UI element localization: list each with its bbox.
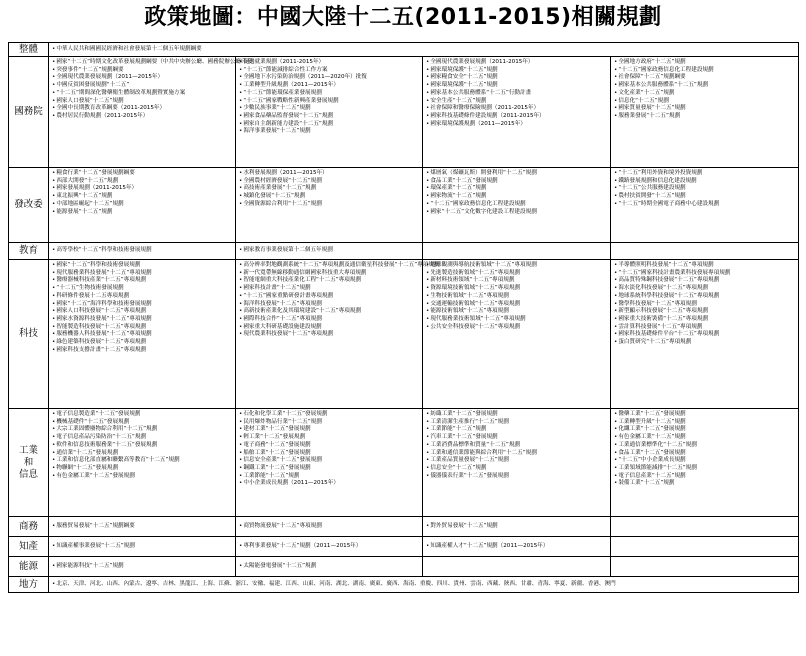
plan-item: • 信息化“十二五”規劃 bbox=[614, 98, 795, 106]
plan-list bbox=[52, 59, 258, 121]
plan-item: • “十二五”國家政務信息化工程建設規劃 bbox=[614, 67, 795, 75]
plan-item: • 服務貿易發展“十二五”規劃綱要 bbox=[52, 523, 232, 531]
plan-item: • 國家環境保護“十二五”規劃 bbox=[426, 67, 607, 75]
plan-item: • “十二五”時期全國電子商務中心建設規劃 bbox=[614, 201, 795, 209]
plan-item: • 高技術產業發展“十二五”規劃 bbox=[239, 185, 419, 193]
plan-item: • 安全生產“十二五”規劃 bbox=[426, 98, 607, 106]
plan-cell bbox=[236, 409, 423, 517]
plan-item: • 國家水資源科技發展“十二五”專項規劃 bbox=[52, 316, 232, 324]
plan-item: • 船舶工業“十二五”發展規劃 bbox=[239, 450, 419, 458]
plan-list bbox=[614, 170, 795, 209]
plan-item: • 大宗工業固體廢物綜合利用“十二五”規劃 bbox=[52, 426, 232, 434]
plan-item: • 工業節能“十二五”規劃 bbox=[426, 426, 607, 434]
page-title: 政策地圖：中國大陸十二五(2011-2015)相關規劃 bbox=[144, 5, 662, 30]
plan-item: • 工業轉型升級“十二五”規劃 bbox=[614, 419, 795, 427]
plan-item: • 新材料技術領域“十二五”專項規劃 bbox=[426, 277, 607, 285]
plan-item: • 國家人口發展“十二五”規劃 bbox=[52, 98, 232, 106]
plan-item: • 綠色建築科技發展“十二五”專項規劃 bbox=[52, 339, 232, 347]
plan-item: • 服務機器人科技發展“十二五”專項規劃 bbox=[52, 331, 232, 339]
plan-item: • 國家科技計畫“十二五”規劃 bbox=[239, 285, 419, 293]
category-cell bbox=[9, 168, 49, 243]
plan-item: • 國家科技支撐計畫“十二五”專項規劃 bbox=[52, 347, 232, 355]
plan-cell bbox=[423, 168, 611, 243]
plan-item: • 建材工業“十二五”發展規劃 bbox=[239, 426, 419, 434]
plan-item: • 新一代寬帶無線移動通信網國家科技重大專項規劃 bbox=[239, 270, 419, 278]
plan-item: • “十二五”節能減排綜合性工作方案 bbox=[239, 67, 419, 75]
plan-item: • “十二五”生物技術發展規劃 bbox=[52, 285, 232, 293]
plan-cell bbox=[611, 243, 799, 260]
plan-item: • 專利事業發展“十二五”規劃（2011—2015年） bbox=[239, 543, 419, 551]
plan-cell bbox=[423, 537, 611, 557]
plan-item: • “十二五”國家戰略性新興產業發展規劃 bbox=[239, 98, 419, 106]
plan-item: • 糧食行業“十二五”發展規劃綱要 bbox=[52, 170, 232, 178]
plan-item: • 全國資源綜合利用“十二五”規劃 bbox=[239, 201, 419, 209]
plan-item: • 通信業“十二五”發展規劃 bbox=[52, 450, 232, 458]
plan-item: • 環保產業“十二五”規劃 bbox=[426, 185, 607, 193]
plan-item: • 輕工業“十二五”發展規劃 bbox=[239, 434, 419, 442]
category-cell bbox=[9, 243, 49, 260]
plan-list bbox=[52, 262, 232, 354]
category-cell bbox=[9, 557, 49, 577]
plan-item: • 對外貿易發展“十二五”規劃 bbox=[426, 523, 607, 531]
plan-item: • 工業節能“十二五”規劃 bbox=[239, 473, 419, 481]
plan-item: • 全國中長期教育改革綱要（2011-2015年） bbox=[52, 105, 232, 113]
plan-item: • 民用爆炸物品行業“十二五”規劃 bbox=[239, 419, 419, 427]
table-row bbox=[9, 43, 799, 57]
plan-item: • 高新技術產業化及其環境建設“十二五”專項規劃 bbox=[239, 308, 419, 316]
plan-item: • “十二五”國家重點研發計畫專項規劃 bbox=[239, 293, 419, 301]
plan-item: • 紡織工業“十二五”發展規劃 bbox=[426, 411, 607, 419]
plan-item: • 國家“十二五”時期文化改革發展規劃綱要（中共中央辦公廳、國務院辦公廳印發） bbox=[52, 59, 232, 67]
plan-item: • 智能製造科技發展“十二五”專項規劃 bbox=[52, 324, 232, 332]
plan-item: • 機械基礎件“十二五”發展規劃 bbox=[52, 419, 232, 427]
policy-table bbox=[8, 42, 799, 593]
plan-item: • 服務業發展“十二五”規劃 bbox=[614, 113, 795, 121]
plan-item: • 高品質特殊鋼科技發展“十二五”專項規劃 bbox=[614, 277, 795, 285]
category-cell bbox=[9, 43, 49, 57]
plan-item: • 中國反貧困發展規劃“十二五” bbox=[52, 82, 232, 90]
plan-item: • 地球觀測與導航技術領域“十二五”專項規劃 bbox=[426, 262, 607, 270]
plan-item: • “十二五”節能環保產業發展規劃 bbox=[239, 90, 419, 98]
plan-cell bbox=[423, 557, 611, 577]
category-label: 信息 bbox=[18, 468, 38, 480]
plan-item: • 國家科技基礎條件平台“十二五”專項規劃 bbox=[614, 331, 795, 339]
category-cell bbox=[9, 517, 49, 537]
plan-cell bbox=[49, 537, 236, 557]
plan-item: • 全國農村經濟發展“十二五”規劃 bbox=[239, 178, 419, 186]
category-label: 科技 bbox=[18, 328, 38, 339]
plan-list bbox=[52, 581, 795, 589]
plan-item: • 中華人民共和國國民經濟和社會發展第十二個五年規劃綱要 bbox=[52, 46, 795, 54]
plan-item: • 信息安全產業“十二五”發展規劃 bbox=[239, 457, 419, 465]
plan-item: • 鐵路發展規劃和信息化建設規劃 bbox=[614, 178, 795, 186]
plan-item: • 工業和通信業節能與綜合利用“十二五”規劃 bbox=[426, 450, 607, 458]
plan-list bbox=[239, 170, 419, 209]
plan-item: • 現代農業科技發展“十二五”專項規劃 bbox=[239, 331, 419, 339]
plan-item: • 國家教育事業發展第十二個五年規劃 bbox=[239, 247, 419, 255]
plan-list bbox=[614, 59, 795, 121]
category-label: 地方 bbox=[18, 578, 38, 590]
category-label: 國務院 bbox=[14, 106, 43, 117]
plan-item: • 國家環境保護規劃（2011—2015年） bbox=[426, 121, 607, 129]
plan-item: • 工業和信息化部直屬和聯繫高等教育“十二五”規劃 bbox=[52, 457, 232, 465]
plan-cell bbox=[236, 243, 423, 260]
plan-item: • 中小企業成長規劃（2011—2015年） bbox=[239, 480, 419, 488]
plan-item: • 物聯網“十二五”發展規劃 bbox=[52, 465, 232, 473]
plan-cell bbox=[49, 557, 236, 577]
plan-cell bbox=[423, 260, 611, 409]
table-row bbox=[9, 57, 799, 168]
plan-item: • 國家發展規劃（2011-2015年） bbox=[52, 185, 232, 193]
plan-item: • 儀器儀表行業“十二五”發展規劃 bbox=[426, 473, 607, 481]
table-row bbox=[9, 243, 799, 260]
category-label: 教育 bbox=[18, 245, 38, 256]
plan-item: • 海洋事業發展“十二五”規劃 bbox=[239, 128, 419, 136]
plan-item: • 海水淡化科技發展“十二五”專項規劃 bbox=[614, 285, 795, 293]
plan-list bbox=[52, 523, 232, 531]
category-label: 發改委 bbox=[14, 199, 43, 210]
plan-list bbox=[239, 523, 419, 531]
plan-item: • 工業轉型升級規劃（2011—2015年） bbox=[239, 82, 419, 90]
table-row bbox=[9, 577, 799, 593]
plan-cell bbox=[49, 43, 799, 57]
plan-item: • 新型顯示科技發展“十二五”專項規劃 bbox=[614, 308, 795, 316]
plan-cell bbox=[49, 168, 236, 243]
plan-cell bbox=[423, 243, 611, 260]
plan-item: • “十二五”國家政務信息化工程建設規劃 bbox=[426, 201, 607, 209]
plan-item: • 國家科技基礎條件建設規劃（2011-2015年） bbox=[426, 113, 607, 121]
plan-cell bbox=[236, 537, 423, 557]
plan-item: • 智能電網重大科技產業化工程“十二五”專項規劃 bbox=[239, 277, 419, 285]
plan-cell bbox=[611, 168, 799, 243]
plan-item: • 電子信息製造業“十二五”發展規劃 bbox=[52, 411, 232, 419]
plan-item: • 醫藥工業“十二五”發展規劃 bbox=[614, 411, 795, 419]
table-row bbox=[9, 557, 799, 577]
plan-item: • 促進就業規劃（2011-2015年） bbox=[239, 59, 419, 67]
table-row bbox=[9, 168, 799, 243]
plan-item: • 工業消費品標準和質量“十二五”規劃 bbox=[426, 442, 607, 450]
plan-list bbox=[426, 543, 607, 551]
plan-list bbox=[614, 262, 795, 347]
plan-list bbox=[426, 170, 607, 216]
plan-cell bbox=[49, 517, 236, 537]
plan-item: • 交通運輸技術領域“十二五”專項規劃 bbox=[426, 301, 607, 309]
plan-item: • 電子商務“十二五”發展規劃 bbox=[239, 442, 419, 450]
plan-item: • 先進製造技術領域“十二五”專項規劃 bbox=[426, 270, 607, 278]
plan-item: • 國家質量發展“十二五”規劃 bbox=[614, 105, 795, 113]
plan-item: • 工業通信業標準化“十二五”規劃 bbox=[614, 442, 795, 450]
plan-cell bbox=[49, 260, 236, 409]
plan-item: • 文化產業“十二五”規劃 bbox=[614, 90, 795, 98]
plan-item: • 裝備工業“十二五”規劃 bbox=[614, 480, 795, 488]
plan-item: • 國家基本公共服務體系“十二五”規劃 bbox=[614, 82, 795, 90]
plan-list bbox=[52, 170, 232, 216]
category-label: 工業 bbox=[18, 444, 38, 456]
table-row bbox=[9, 517, 799, 537]
table-row bbox=[9, 260, 799, 409]
category-label: 整體 bbox=[18, 43, 38, 55]
plan-item: • 能源技術領域“十二五”專項規劃 bbox=[426, 308, 607, 316]
plan-item: • 能源發展“十二五”規劃 bbox=[52, 209, 232, 217]
plan-item: • 信息安全“十二五”規劃 bbox=[426, 465, 607, 473]
plan-cell bbox=[423, 517, 611, 537]
plan-item: • 太陽能發電發展“十二五”規劃 bbox=[239, 563, 419, 571]
plan-item: • 醫學科技發展“十二五”專項規劃 bbox=[614, 301, 795, 309]
plan-item: • 全國現代農業發展規劃（2011-2015年） bbox=[426, 59, 607, 67]
plan-cell bbox=[236, 57, 423, 168]
plan-list bbox=[426, 411, 607, 480]
plan-cell bbox=[236, 517, 423, 537]
plan-list bbox=[614, 411, 795, 488]
plan-item: • 電子信息產品污染防治“十二五”規劃 bbox=[52, 434, 232, 442]
plan-item: • 現代服務業技術領域“十二五”專項規劃 bbox=[426, 316, 607, 324]
plan-item: • 國家能源科技“十二五”規劃 bbox=[52, 563, 232, 571]
plan-cell bbox=[49, 577, 799, 593]
plan-item: • 商貿物流發展“十二五”專項規劃 bbox=[239, 523, 419, 531]
plan-item: • 社會保障“十二五”規劃綱要 bbox=[614, 74, 795, 82]
plan-item: • 食品工業“十二五”發展規劃 bbox=[614, 450, 795, 458]
plan-item: • 石化和化學工業“十二五”發展規劃 bbox=[239, 411, 419, 419]
category-label: 能源 bbox=[18, 560, 38, 572]
plan-cell bbox=[611, 517, 799, 537]
plan-item: • 國家人口科技發展“十二五”專項規劃 bbox=[52, 308, 232, 316]
plan-cell bbox=[611, 537, 799, 557]
plan-item: • 全國現代農業發展規劃（2011—2015年） bbox=[52, 74, 232, 82]
plan-item: • 汽車工業“十二五”發展規劃 bbox=[426, 434, 607, 442]
plan-list bbox=[52, 247, 232, 255]
plan-item: • 食品工業“十二五”發展規劃 bbox=[426, 178, 607, 186]
plan-item: • 資源環境技術領域“十二五”專項規劃 bbox=[426, 285, 607, 293]
plan-item: • 國家重大科研基礎設施建設規劃 bbox=[239, 324, 419, 332]
plan-item: • 工業產品質量發展“十二五”規劃 bbox=[426, 457, 607, 465]
plan-item: • 國家食品藥品監督發展“十二五”規劃 bbox=[239, 113, 419, 121]
plan-item: • 城鎮化發展“十二五”規劃 bbox=[239, 193, 419, 201]
plan-list bbox=[52, 543, 232, 551]
plan-list bbox=[239, 543, 419, 551]
plan-item: • 煤層氣（煤礦瓦斯）開發利用“十二五”規劃 bbox=[426, 170, 607, 178]
plan-item: • 知識產權事業發展“十二五”規劃 bbox=[52, 543, 232, 551]
category-label: 商務 bbox=[18, 520, 38, 532]
plan-cell bbox=[611, 409, 799, 517]
plan-cell bbox=[49, 243, 236, 260]
plan-list bbox=[52, 46, 795, 54]
plan-item: • 國家基本公共服務體系“十二五”行動計畫 bbox=[426, 90, 607, 98]
plan-item: • 海洋科技發展“十二五”專項規劃 bbox=[239, 301, 419, 309]
category-cell bbox=[9, 260, 49, 409]
plan-item: • 醫療器械科技產業“十二五”專項規劃 bbox=[52, 277, 232, 285]
policy-table-body bbox=[9, 43, 799, 593]
plan-cell bbox=[611, 57, 799, 168]
plan-item: • 國家自主創新能力建設“十二五”規劃 bbox=[239, 121, 419, 129]
category-cell bbox=[9, 577, 49, 593]
plan-item: • 半導體照明科技發展“十二五”專項規劃 bbox=[614, 262, 795, 270]
plan-item: • “十二五”國家科技計畫農業科技發展專項規劃 bbox=[614, 270, 795, 278]
category-label: 知產 bbox=[18, 540, 38, 552]
plan-item: • 西部大開發“十二五”規劃 bbox=[52, 178, 232, 186]
plan-item: • 突發事件“十二五”規劃綱要 bbox=[52, 67, 232, 75]
plan-list bbox=[239, 563, 419, 571]
plan-list bbox=[239, 247, 419, 255]
plan-item: • 東北振興“十二五”規劃 bbox=[52, 193, 232, 201]
category-label: 和 bbox=[23, 456, 34, 468]
plan-item: • 知識產權人才“十二五”規劃（2011—2015年） bbox=[426, 543, 607, 551]
plan-item: • 蛋白質研究“十二五”專項規劃 bbox=[614, 339, 795, 347]
table-row bbox=[9, 409, 799, 517]
plan-item: • 工業清潔生產推行“十二五”規劃 bbox=[426, 419, 607, 427]
plan-item: • “十二五”公共服務建設規劃 bbox=[614, 185, 795, 193]
plan-cell bbox=[236, 260, 440, 409]
plan-item: • 全國地下水污染防治規劃（2011—2020年）批復 bbox=[239, 74, 419, 82]
plan-item: • 電子信息產業“十二五”規劃 bbox=[614, 473, 795, 481]
plan-item: • 鋼鐵工業“十二五”發展規劃 bbox=[239, 465, 419, 473]
plan-list bbox=[239, 59, 419, 136]
plan-item: • 國家“十二五”海洋科學和技術發展規劃 bbox=[52, 301, 232, 309]
plan-item: • 現代服務業科技發展“十二五”專項規劃 bbox=[52, 270, 232, 278]
plan-item: • 北京、天津、河北、山西、內蒙古、遼寧、吉林、黑龍江、上海、江蘇、浙江、安徽、福建、江西、山東、河南、湖北、湖南、廣東、廣西、海南、重慶、四川、貴州、雲南、西藏、陝西、甘肅、青海、寧夏、新疆、香港、澳門 bbox=[52, 581, 795, 589]
plan-list bbox=[239, 262, 440, 339]
plan-item: • 國家“十二五”科學和技術發展規劃 bbox=[52, 262, 232, 270]
plan-list bbox=[52, 563, 232, 571]
plan-cell bbox=[49, 409, 236, 517]
plan-item: • 國家重大技術裝備“十二五”專項規劃 bbox=[614, 316, 795, 324]
plan-item: • 雲計算科技發展“十二五”專項規劃 bbox=[614, 324, 795, 332]
plan-item: • 國家環境保護“十二五”規劃 bbox=[426, 82, 607, 90]
table-row bbox=[9, 537, 799, 557]
plan-item: • 軟件和信息技術服務業“十二五”發展規劃 bbox=[52, 442, 232, 450]
plan-list bbox=[426, 59, 607, 128]
plan-item: • 農村居民行動規劃（2011-2015年） bbox=[52, 113, 232, 121]
plan-cell bbox=[49, 57, 258, 168]
plan-list bbox=[239, 411, 419, 488]
plan-item: • 少數民族事業“十二五”規劃 bbox=[239, 105, 419, 113]
plan-item: • 高等學校“十二五”科學和技術發展規劃 bbox=[52, 247, 232, 255]
plan-list bbox=[426, 523, 607, 531]
plan-item: • 有色金屬工業“十二五”規劃 bbox=[614, 434, 795, 442]
plan-cell bbox=[236, 557, 423, 577]
plan-list bbox=[52, 411, 232, 480]
plan-cell bbox=[611, 260, 799, 409]
plan-item: • 國家“十二五”文化數字化建設工程建設規劃 bbox=[426, 209, 607, 217]
plan-item: • 生物技術領域“十二五”專項規劃 bbox=[426, 293, 607, 301]
plan-item: • 農村扶貧開發“十二五”規劃 bbox=[614, 193, 795, 201]
plan-item: • 國家物流“十二五”規劃 bbox=[426, 193, 607, 201]
plan-item: • 化纖工業“十二五”發展規劃 bbox=[614, 426, 795, 434]
plan-item: • “十二五”利用外資和境外投資規劃 bbox=[614, 170, 795, 178]
category-cell bbox=[9, 57, 49, 168]
plan-item: • 工業領域節能減排“十二五”規劃 bbox=[614, 465, 795, 473]
category-cell bbox=[9, 537, 49, 557]
plan-item: • 水利發展規劃（2011—2015年） bbox=[239, 170, 419, 178]
plan-item: • 全國地方政府“十二五”規劃 bbox=[614, 59, 795, 67]
plan-item: • 公共安全科技發展“十二五”專項規劃 bbox=[426, 324, 607, 332]
plan-cell bbox=[611, 557, 799, 577]
plan-cell bbox=[423, 57, 611, 168]
plan-list bbox=[426, 262, 607, 331]
plan-item: • 中部地區崛起“十二五”規劃 bbox=[52, 201, 232, 209]
plan-cell bbox=[236, 168, 423, 243]
plan-item: • 社會保障和醫療保險規劃（2011-2015年） bbox=[426, 105, 607, 113]
plan-item: • 高分辨率對地觀測系統“十二五”專項規劃及通信衛星科技發展“十二五”專項規劃 bbox=[239, 262, 419, 270]
category-cell bbox=[9, 409, 49, 517]
plan-item: • “十二五”期間深化醫藥衛生體制改革規劃暨實施方案 bbox=[52, 90, 232, 98]
plan-item: • 有色金屬工業“十二五”發展規劃 bbox=[52, 473, 232, 481]
plan-cell bbox=[423, 409, 611, 517]
plan-item: • “十二五”中小企業成長規劃 bbox=[614, 457, 795, 465]
plan-item: • 科研條件發展十二五專項規劃 bbox=[52, 293, 232, 301]
plan-item: • 國家糧食安全“十二五”規劃 bbox=[426, 74, 607, 82]
plan-item: • 國際科技合作“十二五”專項規劃 bbox=[239, 316, 419, 324]
plan-item: • 地球系統科學科技發展“十二五”專項規劃 bbox=[614, 293, 795, 301]
